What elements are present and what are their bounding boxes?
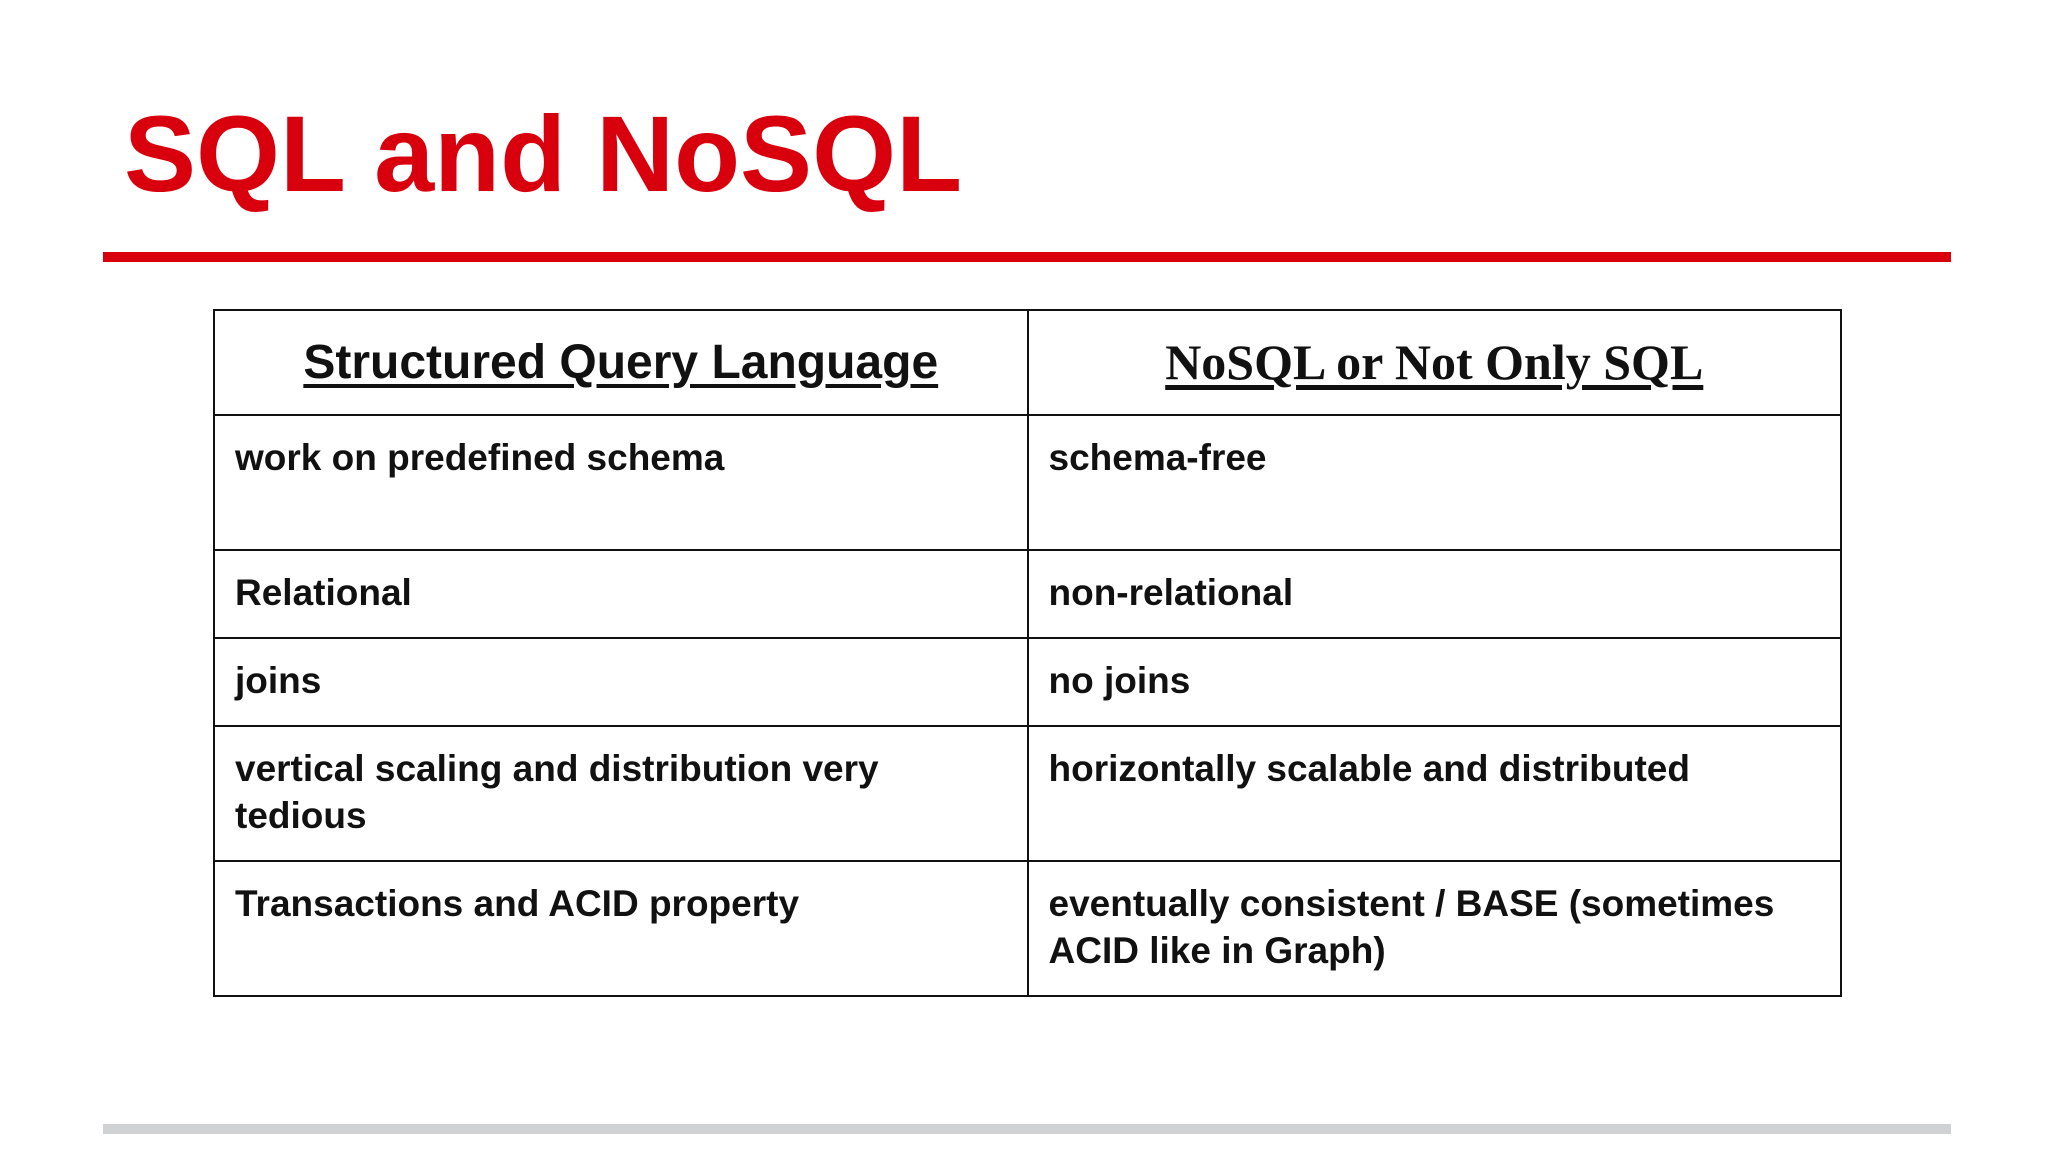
- header-sql: Structured Query Language: [214, 310, 1028, 415]
- nosql-cell: no joins: [1028, 638, 1842, 726]
- table-row: [214, 726, 1841, 861]
- slide-title: SQL and NoSQL: [124, 93, 963, 214]
- comparison-table: [213, 309, 1842, 997]
- header-nosql: NoSQL or Not Only SQL: [1028, 310, 1842, 415]
- footer-divider: [103, 1124, 1951, 1134]
- sql-cell: Relational: [214, 550, 1028, 638]
- sql-cell: joins: [214, 638, 1028, 726]
- sql-cell: vertical scaling and distribution very tedious: [214, 726, 1028, 861]
- nosql-cell: non-relational: [1028, 550, 1842, 638]
- title-divider: [103, 252, 1951, 262]
- nosql-cell: schema-free: [1028, 415, 1842, 550]
- table-row: [214, 861, 1841, 996]
- table-header-row: [214, 310, 1841, 415]
- table-row: [214, 415, 1841, 550]
- table-row: [214, 550, 1841, 638]
- sql-cell: work on predefined schema: [214, 415, 1028, 550]
- sql-cell: Transactions and ACID property: [214, 861, 1028, 996]
- nosql-cell: eventually consistent / BASE (sometimes ACID like in Graph): [1028, 861, 1842, 996]
- table-row: [214, 638, 1841, 726]
- nosql-cell: horizontally scalable and distributed: [1028, 726, 1842, 861]
